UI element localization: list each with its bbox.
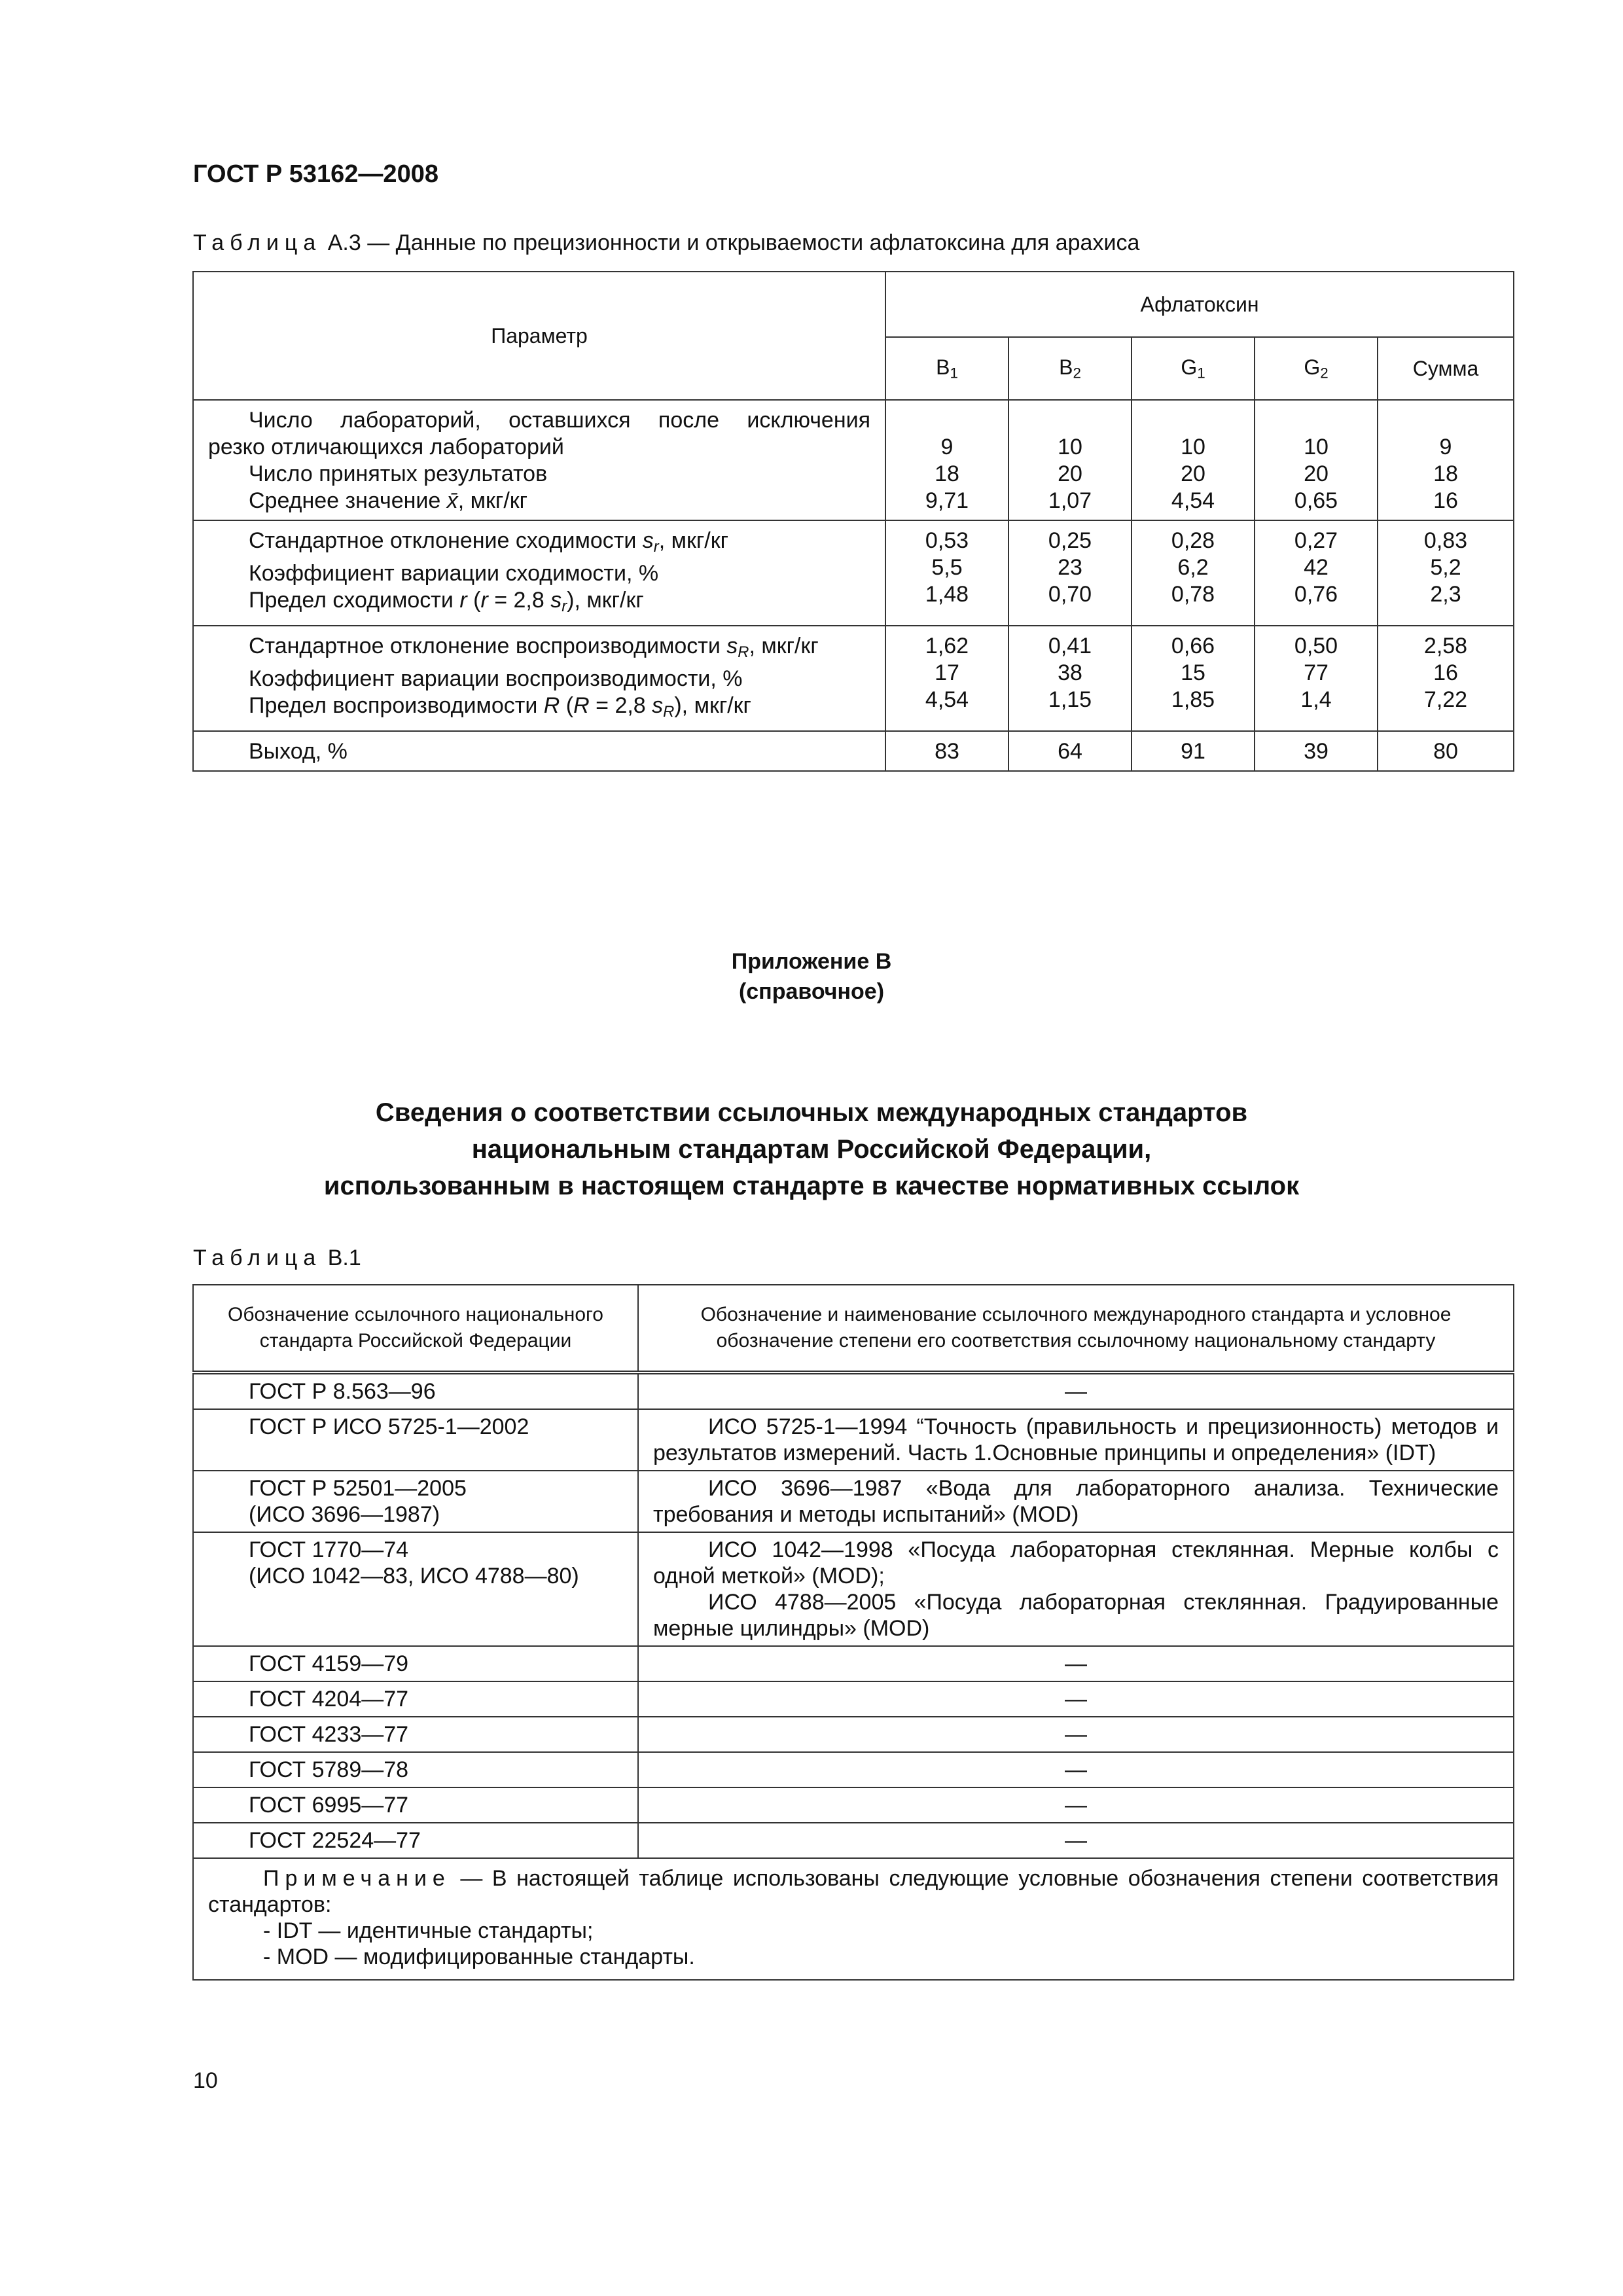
value: 9,71 xyxy=(925,488,969,513)
param-sub: r xyxy=(562,597,567,615)
standard-designation: ГОСТ 5789—78 xyxy=(249,1757,409,1782)
param-line xyxy=(194,692,885,725)
value-cell xyxy=(1255,400,1378,520)
param-text: , мкг/кг xyxy=(658,528,729,553)
param-text: = 2,8 xyxy=(488,587,551,613)
value-cell: 83 xyxy=(885,731,1008,771)
value: 0,27 xyxy=(1294,528,1338,553)
param-var: R xyxy=(543,692,560,718)
col-label: Сумма xyxy=(1412,356,1479,380)
value: 0,83 xyxy=(1423,528,1468,553)
param-text: Предел воспроизводимости xyxy=(249,692,544,718)
param-sub: R xyxy=(738,643,749,661)
national-standard-cell xyxy=(193,1717,638,1752)
value-cell xyxy=(1378,520,1514,626)
head-col-4 xyxy=(1255,337,1378,400)
value: 0,76 xyxy=(1294,582,1338,607)
param-text: ), мкг/кг xyxy=(567,587,644,613)
param-text: ( xyxy=(467,587,481,613)
standard-designation: ГОСТ 6995—77 xyxy=(249,1793,409,1818)
value: 0,66 xyxy=(1171,633,1215,658)
note-text: — В настоящей таблице использованы следующие условные обозначения степени соответствия стандартов: xyxy=(208,1866,1499,1917)
value-cell xyxy=(1132,520,1255,626)
value: 16 xyxy=(1433,660,1458,685)
param-var: s xyxy=(726,633,738,658)
value-cell: 80 xyxy=(1378,731,1514,771)
standard-designation: ГОСТ 1770—74 xyxy=(249,1537,409,1562)
col-subscript: 2 xyxy=(1073,365,1081,382)
national-standard-cell xyxy=(193,1409,638,1471)
national-standard-cell xyxy=(193,1372,638,1409)
param-line: Число принятых результатов xyxy=(249,461,548,486)
param-var: R xyxy=(573,692,590,718)
standard-description: ИСО 5725-1—1994 “Точность (правильность и прецизионность) методов и результатов измерений. Часть 1.Основные принципы и определения» (IDT) xyxy=(653,1414,1499,1465)
param-text: ( xyxy=(560,692,574,718)
col-subscript: 2 xyxy=(1320,365,1329,382)
note-item: - MOD — модифицированные стандарты. xyxy=(263,1945,695,1969)
col-label: G xyxy=(1181,355,1198,379)
standard-designation: (ИСО 1042—83, ИСО 4788—80) xyxy=(249,1564,579,1588)
national-standard-cell xyxy=(193,1471,638,1532)
value: 7,22 xyxy=(1423,687,1468,712)
col-label: G xyxy=(1304,355,1321,379)
head-national-standard: Обозначение ссылочного национального стандарта Российской Федерации xyxy=(193,1285,638,1372)
appendix-title xyxy=(0,1094,1623,1204)
param-line: Коэффициент вариации воспроизводимости, % xyxy=(249,666,743,691)
standard-designation: (ИСО 3696—1987) xyxy=(249,1502,440,1527)
standard-designation: ГОСТ Р 52501—2005 xyxy=(249,1476,467,1501)
standard-description: ИСО 1042—1998 «Посуда лабораторная стеклянная. Мерные колбы с одной меткой» (MOD); xyxy=(653,1537,1499,1588)
value-cell xyxy=(885,400,1008,520)
no-equivalent-dash: — xyxy=(1065,1379,1087,1404)
value-cell xyxy=(1008,626,1132,731)
no-equivalent-dash: — xyxy=(1065,1757,1087,1782)
param-cell xyxy=(193,400,885,520)
value: 0,41 xyxy=(1048,633,1092,658)
param-text: Среднее значение xyxy=(249,488,447,513)
value: 42 xyxy=(1304,555,1329,580)
standards-table xyxy=(192,1284,1514,1981)
param-text: , мкг/кг xyxy=(749,633,819,658)
value: 10 xyxy=(1181,435,1205,459)
national-standard-cell xyxy=(193,1646,638,1681)
national-standard-cell xyxy=(193,1823,638,1858)
param-text: ), мкг/кг xyxy=(674,692,751,718)
no-equivalent-dash: — xyxy=(1065,1687,1087,1712)
standard-designation: ГОСТ 4204—77 xyxy=(249,1687,409,1712)
table-row xyxy=(193,1823,1514,1858)
param-text: = 2,8 xyxy=(589,692,652,718)
param-sub: r xyxy=(653,537,659,556)
value: 20 xyxy=(1181,461,1205,486)
param-line: Число лабораторий, оставшихся после исключения xyxy=(249,408,870,433)
param-sub: R xyxy=(663,702,675,721)
param-var: x̄ xyxy=(446,488,458,513)
appendix-kind: (справочное) xyxy=(738,979,885,1004)
spacer xyxy=(1255,407,1377,434)
table-row xyxy=(193,731,1514,771)
param-var: r xyxy=(480,587,488,613)
document-header: ГОСТ Р 53162—2008 xyxy=(193,160,438,188)
international-standard-cell xyxy=(638,1787,1514,1823)
value-cell xyxy=(1008,400,1132,520)
value-cell xyxy=(1378,626,1514,731)
caption-prefix: Таблица xyxy=(193,1246,322,1270)
table-a3-caption xyxy=(193,230,1139,256)
head-col-5 xyxy=(1378,337,1514,400)
value: 5,5 xyxy=(931,555,963,580)
value: 1,85 xyxy=(1171,687,1215,712)
param-text: Предел сходимости xyxy=(249,587,460,613)
value: 1,15 xyxy=(1048,687,1092,712)
table-row xyxy=(193,400,1514,520)
value: 0,65 xyxy=(1294,488,1338,513)
value: 1,4 xyxy=(1300,687,1332,712)
standard-designation: ГОСТ 22524—77 xyxy=(249,1828,421,1853)
param-text: Стандартное отклонение сходимости xyxy=(249,528,643,553)
standard-description: ИСО 4788—2005 «Посуда лабораторная стеклянная. Градуированные мерные цилиндры» (MOD) xyxy=(653,1590,1499,1641)
no-equivalent-dash: — xyxy=(1065,1722,1087,1747)
spacer xyxy=(1132,407,1254,434)
international-standard-cell xyxy=(638,1646,1514,1681)
col-subscript: 1 xyxy=(950,365,958,382)
value: 18 xyxy=(935,461,959,486)
international-standard-cell xyxy=(638,1372,1514,1409)
table-row xyxy=(193,1471,1514,1532)
param-var: s xyxy=(642,528,654,553)
value: 18 xyxy=(1433,461,1458,486)
value: 2,3 xyxy=(1430,582,1461,607)
head-international-standard: Обозначение и наименование ссылочного международного стандарта и условное обозначение степени его соответствия ссылочному национальному стандарту xyxy=(638,1285,1514,1372)
value-cell xyxy=(1378,400,1514,520)
param-line xyxy=(194,528,885,560)
standard-description: ИСО 3696—1987 «Вода для лабораторного анализа. Технические требования и методы испытаний» (MOD) xyxy=(653,1476,1499,1527)
head-col-1 xyxy=(885,337,1008,400)
table-row xyxy=(193,626,1514,731)
value-cell xyxy=(1255,520,1378,626)
value: 0,28 xyxy=(1171,528,1215,553)
head-col-2 xyxy=(1008,337,1132,400)
standard-designation: ГОСТ 4233—77 xyxy=(249,1722,409,1747)
value: 16 xyxy=(1433,488,1458,513)
col-label: B xyxy=(936,355,950,379)
value: 4,54 xyxy=(1171,488,1215,513)
value: 6,2 xyxy=(1177,555,1209,580)
col-subscript: 1 xyxy=(1197,365,1205,382)
no-equivalent-dash: — xyxy=(1065,1651,1087,1676)
international-standard-cell xyxy=(638,1532,1514,1646)
table-row xyxy=(193,520,1514,626)
col-label: B xyxy=(1059,355,1073,379)
value-cell: 64 xyxy=(1008,731,1132,771)
standards-table-body xyxy=(193,1372,1514,1858)
head-col-3 xyxy=(1132,337,1255,400)
value: 17 xyxy=(935,660,959,685)
table-row xyxy=(193,1646,1514,1681)
national-standard-cell xyxy=(193,1752,638,1787)
international-standard-cell xyxy=(638,1823,1514,1858)
title-line: Сведения о соответствии ссылочных международных стандартов xyxy=(375,1098,1248,1127)
table-row xyxy=(193,1681,1514,1717)
no-equivalent-dash: — xyxy=(1065,1793,1087,1818)
param-var: s xyxy=(550,587,562,613)
value-cell: 39 xyxy=(1255,731,1378,771)
value-cell xyxy=(1008,520,1132,626)
value: 2,58 xyxy=(1423,633,1468,658)
table-note xyxy=(193,1858,1514,1980)
value: 0,50 xyxy=(1294,633,1338,658)
caption-text: А.3 — Данные по прецизионности и открываемости афлатоксина для арахиса xyxy=(321,230,1140,255)
value-cell xyxy=(1132,400,1255,520)
head-aflatoxin: Афлатоксин xyxy=(885,272,1514,337)
spacer xyxy=(1009,407,1131,434)
value: 1,48 xyxy=(925,582,969,607)
value-cell: 91 xyxy=(1132,731,1255,771)
value-cell xyxy=(885,520,1008,626)
table-row xyxy=(193,1752,1514,1787)
standard-designation: ГОСТ Р 8.563—96 xyxy=(249,1379,436,1404)
param-cell xyxy=(193,626,885,731)
value: 0,53 xyxy=(925,528,969,553)
value: 38 xyxy=(1058,660,1082,685)
value: 15 xyxy=(1181,660,1205,685)
title-line: национальным стандартам Российской Федерации, xyxy=(471,1135,1152,1164)
value: 20 xyxy=(1058,461,1082,486)
note-paragraph xyxy=(208,1865,1499,1918)
precision-table xyxy=(192,271,1514,772)
table-row xyxy=(193,1409,1514,1471)
appendix-label: Приложение В xyxy=(731,949,892,974)
note-item: - IDT — идентичные стандарты; xyxy=(263,1918,594,1943)
value: 77 xyxy=(1304,660,1329,685)
appendix-heading xyxy=(0,946,1623,1007)
international-standard-cell xyxy=(638,1681,1514,1717)
value: 4,54 xyxy=(925,687,969,712)
international-standard-cell xyxy=(638,1717,1514,1752)
param-line: резко отличающихся лабораторий xyxy=(208,435,564,459)
caption-prefix: Таблица xyxy=(193,230,322,255)
param-var: r xyxy=(459,587,467,613)
standard-designation: ГОСТ Р ИСО 5725-1—2002 xyxy=(249,1414,529,1439)
value-cell xyxy=(885,626,1008,731)
table-row xyxy=(193,1372,1514,1409)
international-standard-cell xyxy=(638,1752,1514,1787)
param-text: Стандартное отклонение воспроизводимости xyxy=(249,633,727,658)
param-line xyxy=(194,633,885,666)
standard-designation: ГОСТ 4159—79 xyxy=(249,1651,409,1676)
value-cell xyxy=(1255,626,1378,731)
value: 1,07 xyxy=(1048,488,1092,513)
param-cell xyxy=(193,731,885,771)
value: 9 xyxy=(1439,435,1452,459)
value: 9 xyxy=(940,435,954,459)
value: 0,25 xyxy=(1048,528,1092,553)
national-standard-cell xyxy=(193,1681,638,1717)
param-line: Выход, % xyxy=(249,738,348,764)
spacer xyxy=(886,407,1008,434)
caption-text: В.1 xyxy=(321,1246,361,1270)
param-line: Коэффициент вариации сходимости, % xyxy=(249,560,659,586)
no-equivalent-dash: — xyxy=(1065,1828,1087,1853)
international-standard-cell xyxy=(638,1409,1514,1471)
value: 20 xyxy=(1304,461,1329,486)
table-row xyxy=(193,1787,1514,1823)
param-cell xyxy=(193,520,885,626)
national-standard-cell xyxy=(193,1532,638,1646)
title-line: использованным в настоящем стандарте в качестве нормативных ссылок xyxy=(323,1172,1300,1200)
value: 0,78 xyxy=(1171,582,1215,607)
value: 10 xyxy=(1304,435,1329,459)
table-b1-caption xyxy=(193,1246,361,1271)
param-var: s xyxy=(652,692,664,718)
value: 1,62 xyxy=(925,633,969,658)
table-row xyxy=(193,1717,1514,1752)
head-parameter: Параметр xyxy=(193,272,885,400)
value-cell xyxy=(1132,626,1255,731)
param-line xyxy=(194,488,885,514)
value: 0,70 xyxy=(1048,582,1092,607)
national-standard-cell xyxy=(193,1787,638,1823)
param-text: , мкг/кг xyxy=(457,488,528,513)
page-number: 10 xyxy=(193,2068,218,2093)
note-label: Примечание xyxy=(263,1866,451,1891)
international-standard-cell xyxy=(638,1471,1514,1532)
value: 10 xyxy=(1058,435,1082,459)
value: 5,2 xyxy=(1430,555,1461,580)
param-line xyxy=(194,587,885,620)
value: 23 xyxy=(1058,555,1082,580)
spacer xyxy=(1378,407,1513,434)
table-row xyxy=(193,1532,1514,1646)
